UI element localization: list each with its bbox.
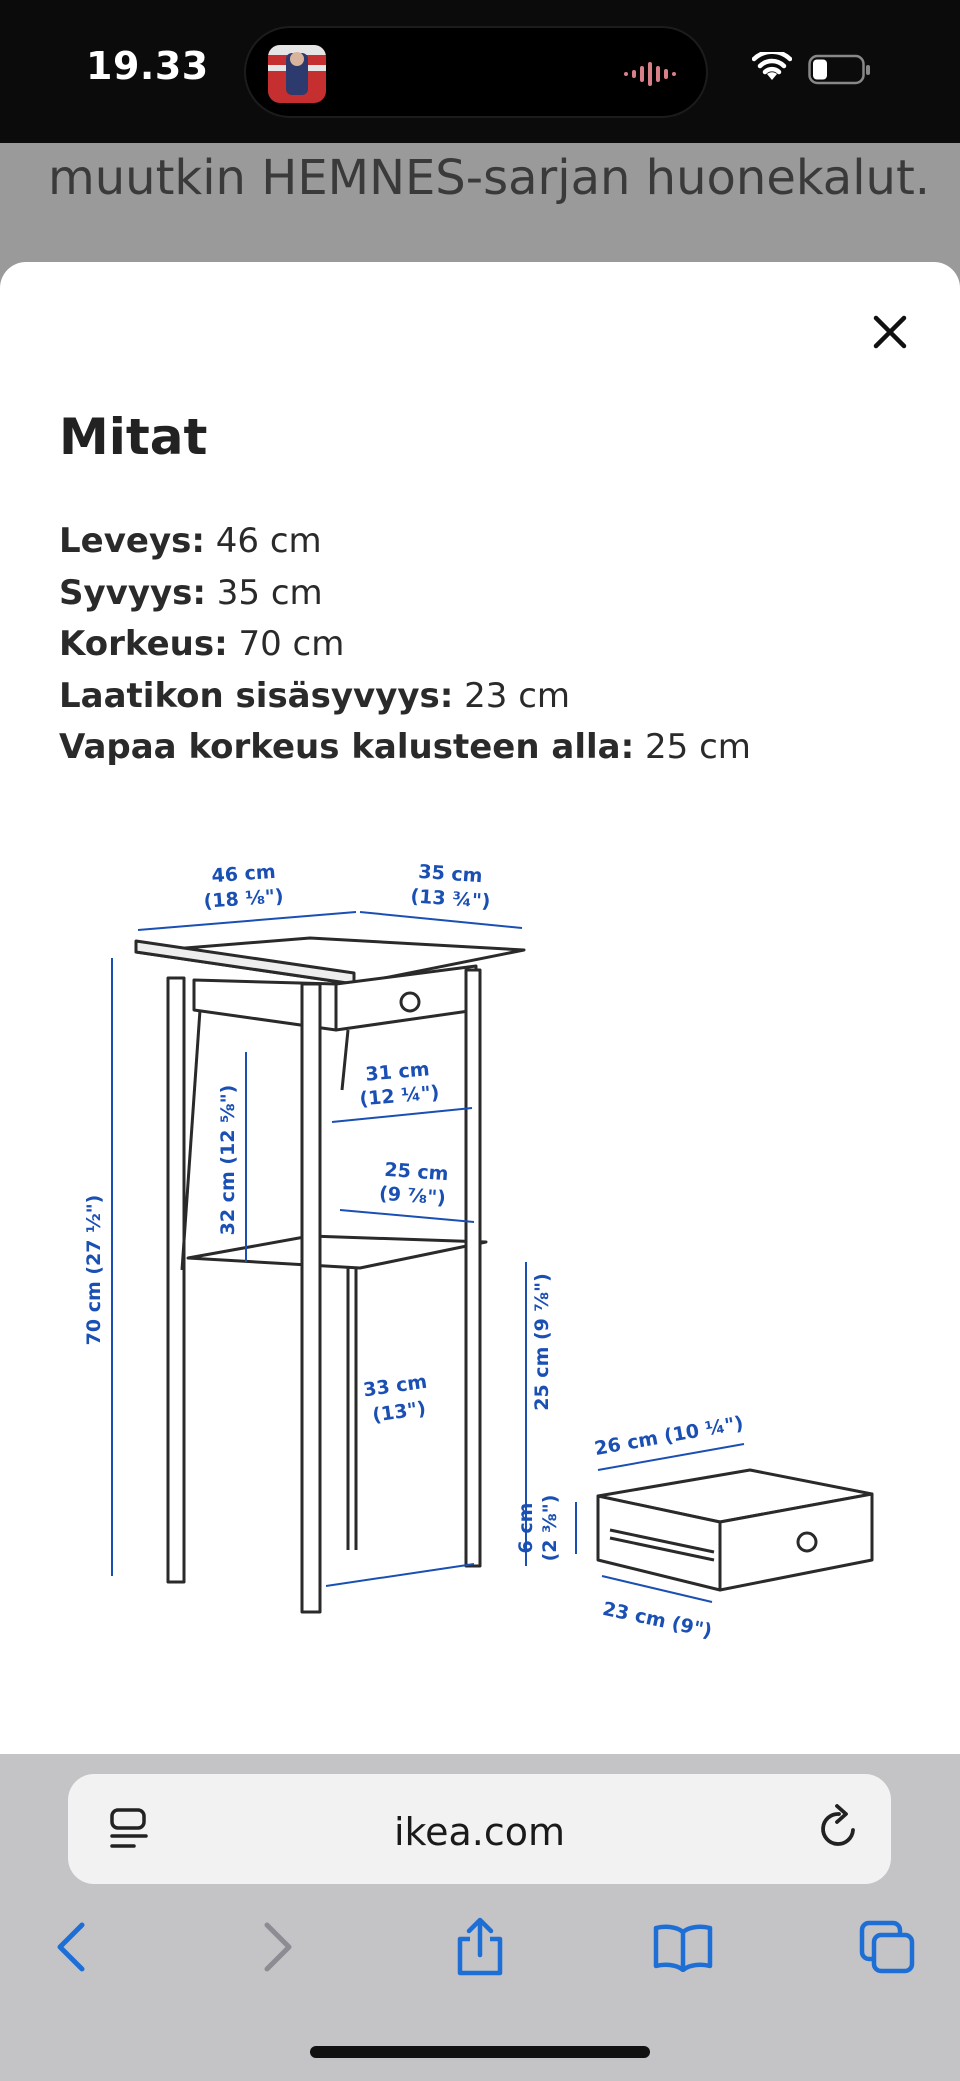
back-button[interactable] (36, 1912, 106, 1982)
dimension-label: Syvyys: (59, 572, 206, 613)
share-icon (454, 1917, 506, 1977)
forward-button[interactable] (243, 1912, 313, 1982)
height-label: 70 cm (27 ½") (83, 1194, 105, 1346)
width-label: 46 cm (210, 860, 277, 888)
url-text[interactable]: ikea.com (393, 1810, 566, 1854)
dimension-value: 70 cm (238, 624, 345, 664)
nightstand-drawing (136, 938, 524, 1612)
inner-depth-label: 25 cm (383, 1158, 450, 1186)
close-icon (872, 314, 908, 350)
dimension-label: Laatikon sisäsyvyys: (59, 675, 454, 716)
dimension-row (59, 722, 751, 774)
depth-label: 35 cm (417, 860, 484, 888)
dimension-value: 46 cm (215, 521, 322, 561)
tabs-button[interactable] (852, 1912, 922, 1982)
dimension-label: Leveys: (59, 521, 205, 561)
background-heading: muutkin HEMNES-sarjan huonekalut. (48, 150, 931, 206)
now-playing-thumbnail[interactable] (268, 45, 326, 103)
dimension-value: 25 cm (645, 727, 751, 767)
drawer-depth-label: 23 cm (9") (600, 1597, 714, 1643)
drawer-width-label: 26 cm (10 ¼") (592, 1412, 746, 1461)
inner-depth-inch-label: (9 ⅞") (378, 1182, 447, 1210)
width-inch-label: (18 ⅛") (202, 885, 285, 913)
inner-width-label: 31 cm (364, 1058, 431, 1086)
home-indicator[interactable] (310, 2046, 650, 2058)
battery-icon (808, 54, 872, 86)
dimension-value: 35 cm (216, 572, 323, 613)
dimension-label: Korkeus: (59, 624, 228, 664)
under-clearance-label: 25 cm (9 ⅞") (531, 1273, 553, 1411)
share-button[interactable] (445, 1912, 515, 1982)
forward-icon (263, 1921, 293, 1973)
drawer-height-label: 6 cm (515, 1502, 537, 1554)
bookmarks-button[interactable] (648, 1912, 718, 1982)
reload-icon[interactable] (817, 1804, 861, 1850)
drawer-height-inch-label: (2 ⅜") (539, 1494, 561, 1562)
dimensions-list (59, 516, 751, 774)
dimension-row (59, 568, 751, 620)
inner-width-inch-label: (12 ¼") (358, 1081, 441, 1111)
drawer-drawing (598, 1470, 872, 1590)
wifi-icon (752, 52, 792, 84)
back-icon (56, 1921, 86, 1973)
bookmarks-icon (652, 1922, 714, 1972)
close-button[interactable] (860, 302, 920, 362)
dynamic-island[interactable] (244, 26, 708, 118)
clock: 19.33 (86, 44, 209, 88)
base-depth-label: 33 cm (361, 1370, 429, 1402)
dimension-row (59, 671, 751, 723)
depth-inch-label: (13 ¾") (409, 885, 492, 913)
base-depth-inch-label: (13") (371, 1397, 428, 1427)
dimension-row (59, 619, 751, 671)
sheet-title: Mitat (59, 408, 208, 466)
shelf-clearance-label: 32 cm (12 ⅝") (217, 1084, 239, 1236)
dimension-row (59, 516, 751, 568)
dimension-value: 23 cm (464, 675, 571, 716)
audio-waveform-icon (622, 58, 682, 90)
status-bar (0, 0, 960, 143)
tabs-icon (858, 1919, 916, 1975)
address-bar[interactable] (68, 1774, 891, 1884)
dimension-diagram (70, 830, 910, 1670)
dimension-label: Vapaa korkeus kalusteen alla: (59, 727, 635, 767)
